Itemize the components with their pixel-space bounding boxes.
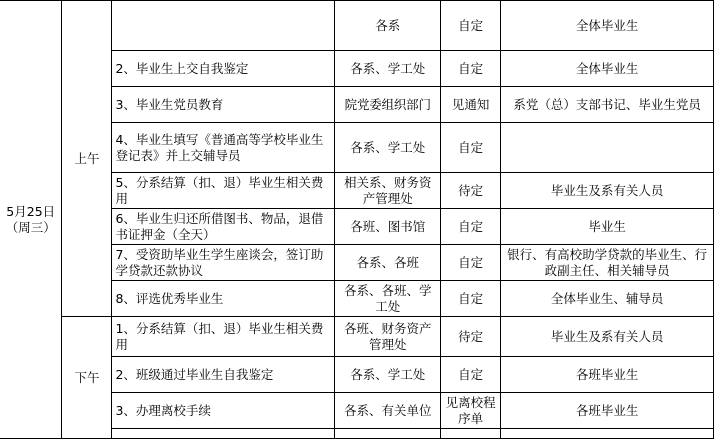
time-cell: 自定 xyxy=(441,123,501,173)
dept-cell: 院党委组织部门 xyxy=(335,87,441,123)
people-cell: 全体毕业生 xyxy=(501,1,714,51)
people-cell: 各班毕业生 xyxy=(501,357,714,393)
item-cell: 3、毕业生党员教育 xyxy=(112,87,335,123)
people-cell xyxy=(501,123,714,173)
date-text: 5月25日 xyxy=(6,203,56,219)
people-cell: 银行、有高校助学贷款的毕业生、行政副主任、相关辅导员 xyxy=(501,245,714,281)
people-cell: 各班毕业生 xyxy=(501,393,714,429)
item-cell xyxy=(112,1,335,51)
time-cell: 待定 xyxy=(441,317,501,357)
period-afternoon: 下午 xyxy=(62,317,112,439)
time-cell xyxy=(441,429,501,439)
dept-cell: 各班、图书馆 xyxy=(335,209,441,245)
item-cell: 3、办理离校手续 xyxy=(112,393,335,429)
item-cell: 2、班级通过毕业生自我鉴定 xyxy=(112,357,335,393)
people-cell: 全体毕业生、辅导员 xyxy=(501,281,714,317)
time-cell: 自定 xyxy=(441,1,501,51)
item-cell: 1、分系结算（扣、退）毕业生相关费用 xyxy=(112,317,335,357)
period-morning: 上午 xyxy=(62,1,112,317)
people-cell: 毕业生及系有关人员 xyxy=(501,317,714,357)
dept-cell: 各系、各班、学工处 xyxy=(335,281,441,317)
time-cell: 自定 xyxy=(441,357,501,393)
item-cell xyxy=(112,429,335,439)
dept-cell: 各系、学工处 xyxy=(335,357,441,393)
table-row xyxy=(0,317,714,357)
dept-cell: 各系、学工处 xyxy=(335,123,441,173)
people-cell xyxy=(501,429,714,439)
dept-cell: 相关系、财务资产管理处 xyxy=(335,173,441,209)
dept-cell: 各系、学工处 xyxy=(335,51,441,87)
dept-cell: 各系 xyxy=(335,1,441,51)
dept-cell xyxy=(335,429,441,439)
time-cell: 见通知 xyxy=(441,87,501,123)
item-cell: 4、毕业生填写《普通高等学校毕业生登记表》并上交辅导员 xyxy=(112,123,335,173)
item-cell: 5、分系结算（扣、退）毕业生相关费用 xyxy=(112,173,335,209)
table-row xyxy=(0,1,714,51)
time-cell: 见离校程序单 xyxy=(441,393,501,429)
date-cell xyxy=(0,1,62,439)
item-cell: 6、毕业生归还所借图书、物品，退借书证押金（全天） xyxy=(112,209,335,245)
item-cell: 8、评选优秀毕业生 xyxy=(112,281,335,317)
people-cell: 毕业生及系有关人员 xyxy=(501,173,714,209)
item-cell: 7、受资助毕业生学生座谈会，签订助学贷款还款协议 xyxy=(112,245,335,281)
time-cell: 自定 xyxy=(441,209,501,245)
people-cell: 系党（总）支部书记、毕业生党员 xyxy=(501,87,714,123)
dept-cell: 各班、财务资产管理处 xyxy=(335,317,441,357)
weekday-text: （周三） xyxy=(5,219,56,235)
dept-cell: 各系、有关单位 xyxy=(335,393,441,429)
dept-cell: 各系、各班 xyxy=(335,245,441,281)
time-cell: 待定 xyxy=(441,173,501,209)
people-cell: 毕业生 xyxy=(501,209,714,245)
item-cell: 2、毕业生上交自我鉴定 xyxy=(112,51,335,87)
people-cell: 全体毕业生 xyxy=(501,51,714,87)
time-cell: 自定 xyxy=(441,51,501,87)
time-cell: 自定 xyxy=(441,245,501,281)
time-cell: 自定 xyxy=(441,281,501,317)
